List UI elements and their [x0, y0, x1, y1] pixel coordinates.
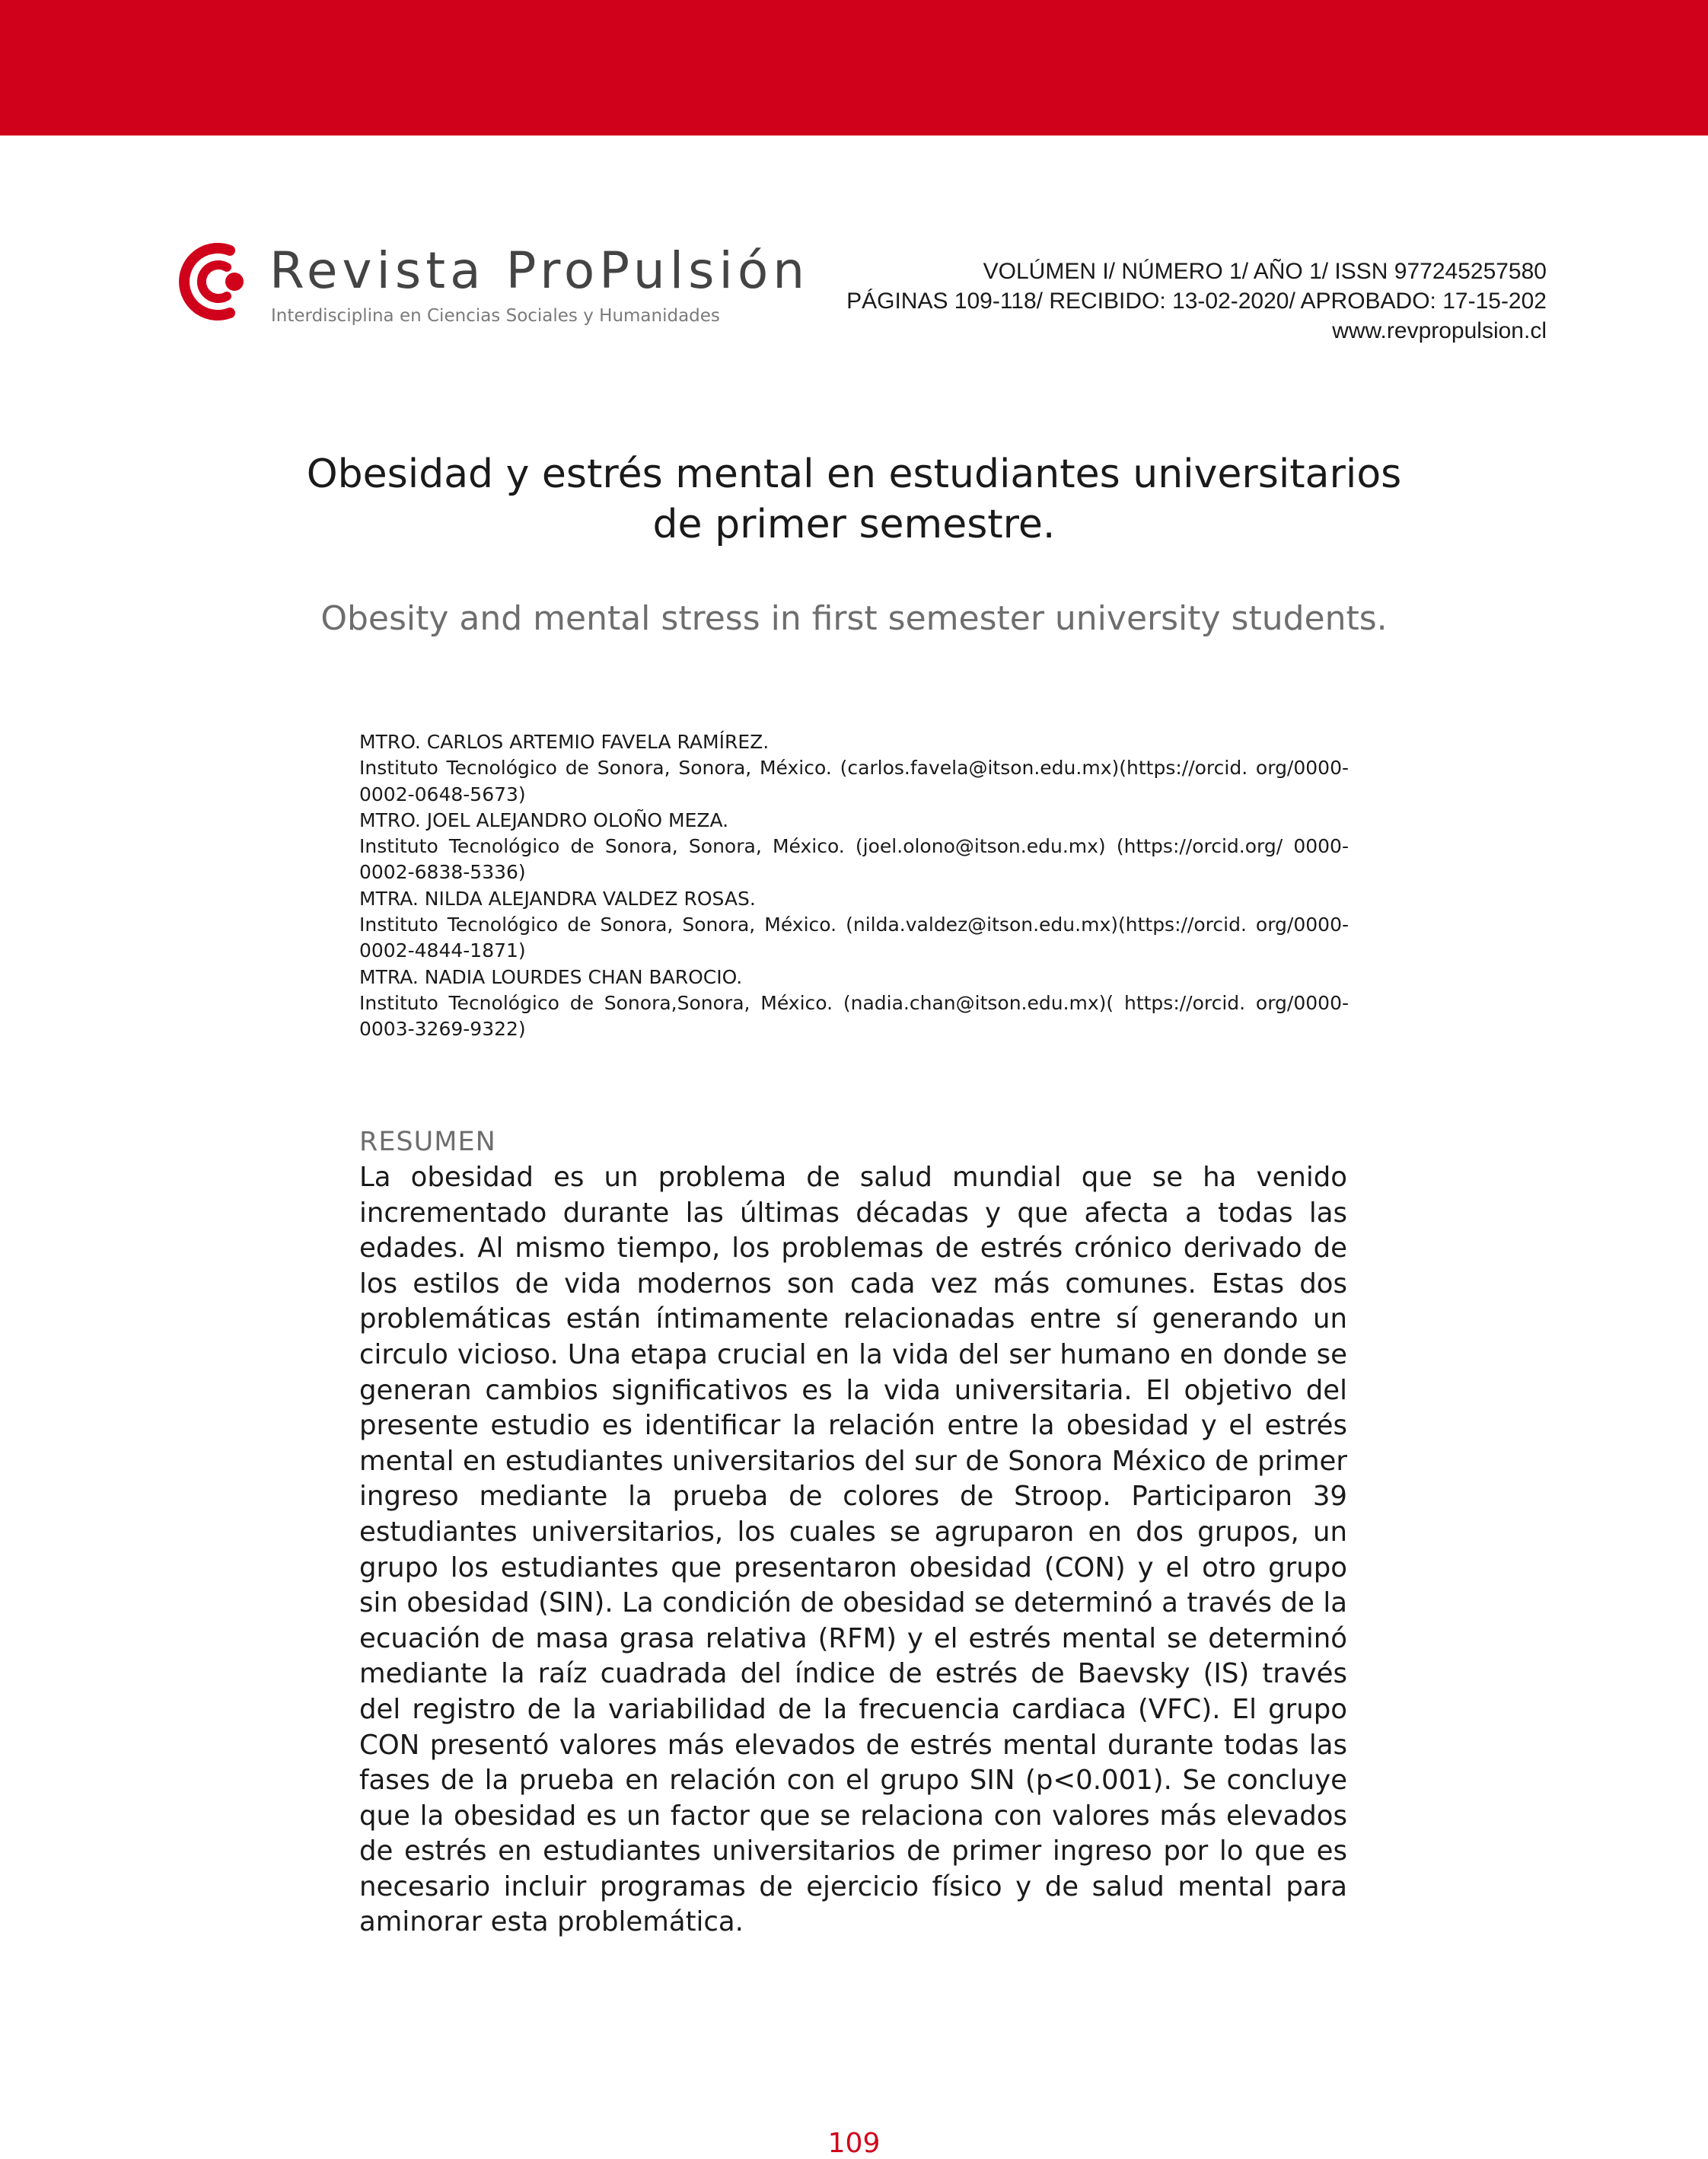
author-affiliation: Instituto Tecnológico de Sonora, Sonora, México. (joel.olono@itson.edu.mx) (https://orcid.org/ 0000-0002-6838-5336): [359, 835, 1349, 884]
author-name: MTRO. CARLOS ARTEMIO FAVELA RAMÍREZ.: [359, 731, 770, 753]
page-number: 109: [827, 2128, 881, 2159]
article-title-line-2: de primer semestre.: [652, 502, 1056, 547]
article-english-title: Obesity and mental stress in first semester university students.: [320, 599, 1388, 638]
abstract-heading: RESUMEN: [359, 1127, 496, 1157]
author-affiliation: Instituto Tecnológico de Sonora, Sonora, México. (nilda.valdez@itson.edu.mx)(https://orcid. org/0000-0002-4844-1871): [359, 914, 1349, 962]
author-name: MTRO. JOEL ALEJANDRO OLOÑO MEZA.: [359, 808, 729, 831]
logo-title: Revista ProPulsión: [269, 241, 810, 300]
abstract-text: La obesidad es un problema de salud mundial que se ha venido incrementado durante las últimas décadas y que afecta a todas las edades. Al mismo tiempo, los problemas de estrés crónico derivado de los estilos de vida modernos son cada vez más comunes. Estas dos problemáticas están íntimamente relacionadas entre sí generando un circulo vicioso. Una etapa crucial en la vida del ser humano en donde se generan cambios significativos es la vida universitaria. El objetivo del presente estudio es identificar la relación entre la obesidad y el estrés mental en estudiantes universitarios del sur de Sonora México de primer ingreso mediante la prueba de colores de Stroop. Participaron 39 estudiantes universitarios, los cuales se agruparon en dos grupos, un grupo los estudiantes que presentaron obesidad (CON) y el otro grupo sin obesidad (SIN). La condición de obesidad se determinó a través de la ecuación de masa grasa relativa (RFM) y el estrés mental se determinó mediante la raíz cuadrada del índice de estrés de Baevsky (IS) través del registro de la variabilidad de la frecuencia cardiaca (VFC). El grupo CON presentó valores más elevados de estrés mental durante todas las fases de la prueba en relación con el grupo SIN (p<0.001). Se concluye que la obesidad es un factor que se relaciona con valores más elevados de estrés en estudiantes universitarios de primer ingreso por lo que es necesario incluir programas de ejercicio físico y de salud mental para aminorar esta problemática.: [359, 1162, 1347, 1938]
header-band: [0, 0, 1708, 136]
revista-propulsion-logo-icon: [174, 240, 257, 324]
author-name: MTRA. NADIA LOURDES CHAN BAROCIO.: [359, 965, 743, 988]
author-affiliation: Instituto Tecnológico de Sonora,Sonora, México. (nadia.chan@itson.edu.mx)( https://orcid. org/0000-0003-3269-9322): [359, 991, 1349, 1041]
author-name: MTRA. NILDA ALEJANDRA VALDEZ ROSAS.: [359, 887, 756, 910]
logo-subtitle: Interdisciplina en Ciencias Sociales y Humanidades: [271, 306, 720, 326]
journal-info: [846, 257, 1547, 346]
journal-logo[interactable]: [174, 240, 810, 331]
journal-pages-line: PÁGINAS 109-118/ RECIBIDO: 13-02-2020/ APROBADO: 17-15-202: [846, 289, 1547, 314]
article-title: [152, 449, 1556, 550]
journal-volume-line: VOLÚMEN I/ NÚMERO 1/ AÑO 1/ ISSN 977245257580: [983, 259, 1547, 284]
author-affiliation: Instituto Tecnológico de Sonora, Sonora, México. (carlos.favela@itson.edu.mx)(https://orcid. org/0000-0002-0648-5673): [359, 757, 1349, 805]
article-title-line-1: Obesidad y estrés mental en estudiantes universitarios: [306, 451, 1402, 497]
author-list: [359, 729, 1349, 1043]
journal-website-link[interactable]: www.revpropulsion.cl: [1332, 318, 1547, 343]
